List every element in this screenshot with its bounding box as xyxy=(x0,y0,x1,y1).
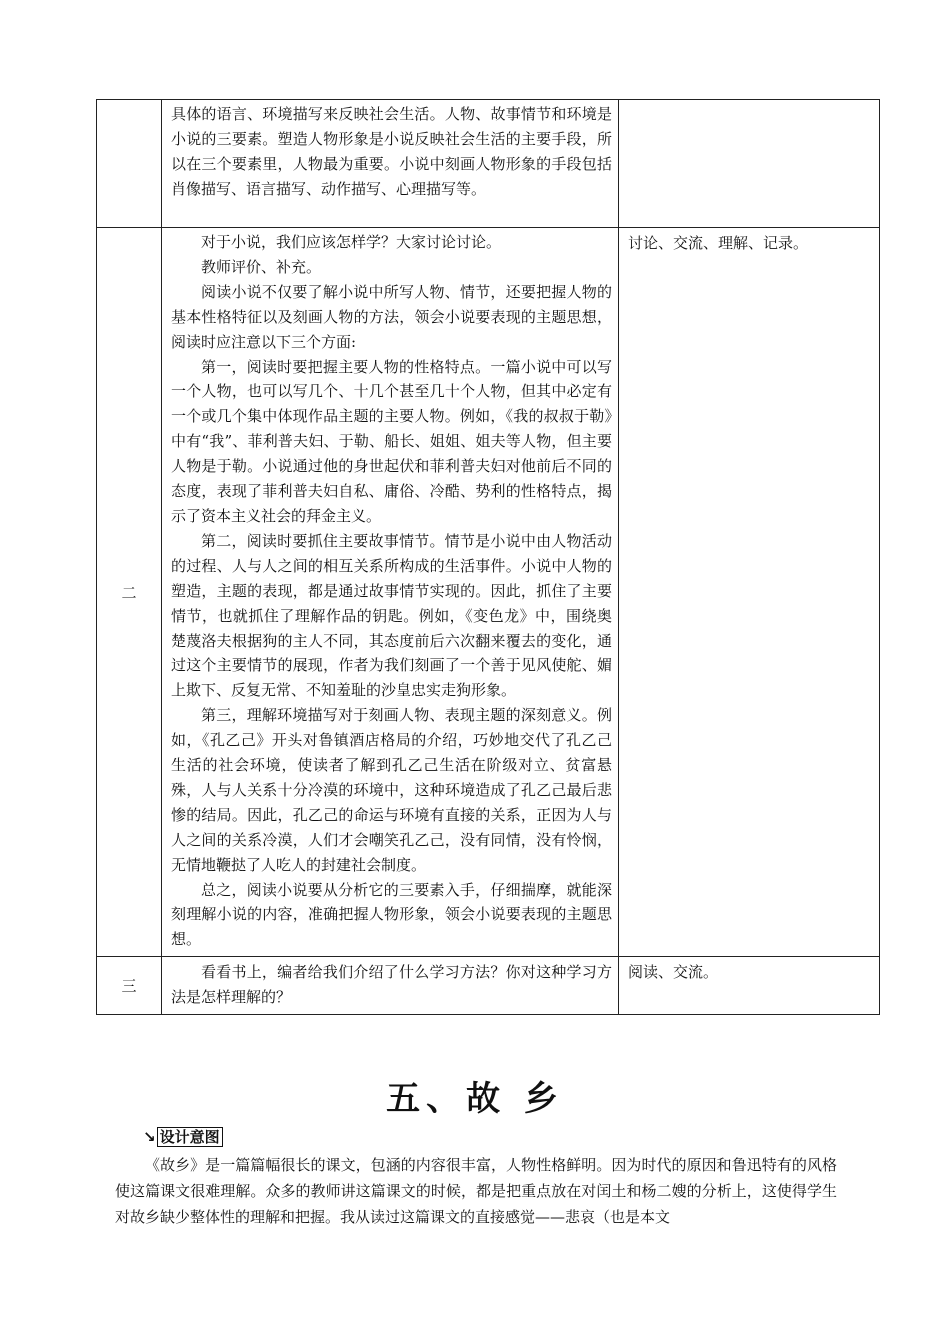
content-paragraph: 第一，阅读时要把握主要人物的性格特点。一篇小说中可以写一个人物，也可以写几个、十几个甚至几十个人物，但其中必定有一个或几个集中体现作品主题的主要人物。例如，《我的叔叔于勒》中有“我”、菲利普夫妇、于勒、船长、姐姐、姐夫等人物，但主要人物是于勒。小说通过他的身世起伏和菲利普夫妇对他前后不同的态度，表现了菲利普夫妇自私、庸俗、冷酷、势利的性格特点，揭示了资本主义社会的拜金主义。 xyxy=(171,357,612,525)
content-paragraph: 对于小说，我们应该怎样学？大家讨论讨论。 xyxy=(201,233,502,251)
teaching-content-cell xyxy=(162,228,619,957)
teaching-content-cell xyxy=(162,100,619,228)
student-activity-cell xyxy=(619,100,880,228)
step-number-cell: 二 xyxy=(97,228,162,957)
content-paragraph: 教师评价、补充。 xyxy=(201,257,322,276)
content-paragraph: 看看书上，编者给我们介绍了什么学习方法？你对这种学习方法是怎样理解的？ xyxy=(171,963,612,1007)
arrow-icon: ↘ xyxy=(143,1128,156,1146)
student-activity-cell: 阅读、交流。 xyxy=(619,957,880,1015)
section-title: 五、故 乡 xyxy=(386,1079,564,1119)
design-heading xyxy=(143,1127,223,1147)
step-number-cell: 三 xyxy=(97,957,162,1015)
student-activity-cell: 讨论、交流、理解、记录。 xyxy=(619,228,880,957)
teaching-content-cell xyxy=(162,957,619,1015)
lesson-table xyxy=(96,99,880,1015)
content-paragraph: 第三，理解环境描写对于刻画人物、表现主题的深刻意义。例如，《孔乙己》开头对鲁镇酒店格局的介绍，巧妙地交代了孔乙己生活的社会环境，使读者了解到孔乙己生活在阶级对立、贫富悬殊，人与人关系十分冷漠的环境中，这种环境造成了孔乙己最后悲惨的结局。因此，孔乙己的命运与环境有直接的关系，正因为人与人之间的关系冷漠，人们才会嘲笑孔乙己，没有同情，没有怜悯，无情地鞭挞了人吃人的封建社会制度。 xyxy=(171,706,612,874)
design-heading-label: 设计意图 xyxy=(157,1127,223,1147)
table-row xyxy=(97,100,880,228)
content-paragraph: 阅读小说不仅要了解小说中所写人物、情节，还要把握人物的基本性格特征以及刻画人物的方法，领会小说要表现的主题思想，阅读时应注意以下三个方面: xyxy=(171,282,612,351)
intro-paragraph: 《故乡》是一篇篇幅很长的课文，包涵的内容很丰富，人物性格鲜明。因为时代的原因和鲁迅特有的风格使这篇课文很难理解。众多的教师讲这篇课文的时候，都是把重点放在对闰土和杨二嫂的分析上，这使得学生对故乡缺少整体性的理解和把握。我从读过这篇课文的直接感觉——悲哀（也是本文 xyxy=(115,1156,837,1226)
table-row xyxy=(97,228,880,957)
content-paragraph: 第二，阅读时要抓住主要故事情节。情节是小说中由人物活动的过程、人与人之间的相互关系所构成的生活事件。小说中人物的塑造，主题的表现，都是通过故事情节实现的。因此，抓住了主要情节，也就抓住了理解作品的钥匙。例如，《变色龙》中，围绕奥楚蔑洛夫根据狗的主人不同，其态度前后六次翻来覆去的变化，通过这个主要情节的展现，作者为我们刻画了一个善于见风使舵、媚上欺下、反复无常、不知羞耻的沙皇忠实走狗形象。 xyxy=(171,531,612,700)
content-paragraph: 具体的语言、环境描写来反映社会生活。人物、故事情节和环境是小说的三要素。塑造人物形象是小说反映社会生活的主要手段，所以在三个要素里，人物最为重要。小说中刻画人物形象的手段包括肖像描写、语言描写、动作描写、心理描写等。 xyxy=(171,105,612,198)
content-paragraph: 总之，阅读小说要从分析它的三要素入手，仔细揣摩，就能深刻理解小说的内容，准确把握人物形象，领会小说要表现的主题思想。 xyxy=(171,880,612,949)
table-row xyxy=(97,957,880,1015)
step-number-cell xyxy=(97,100,162,228)
